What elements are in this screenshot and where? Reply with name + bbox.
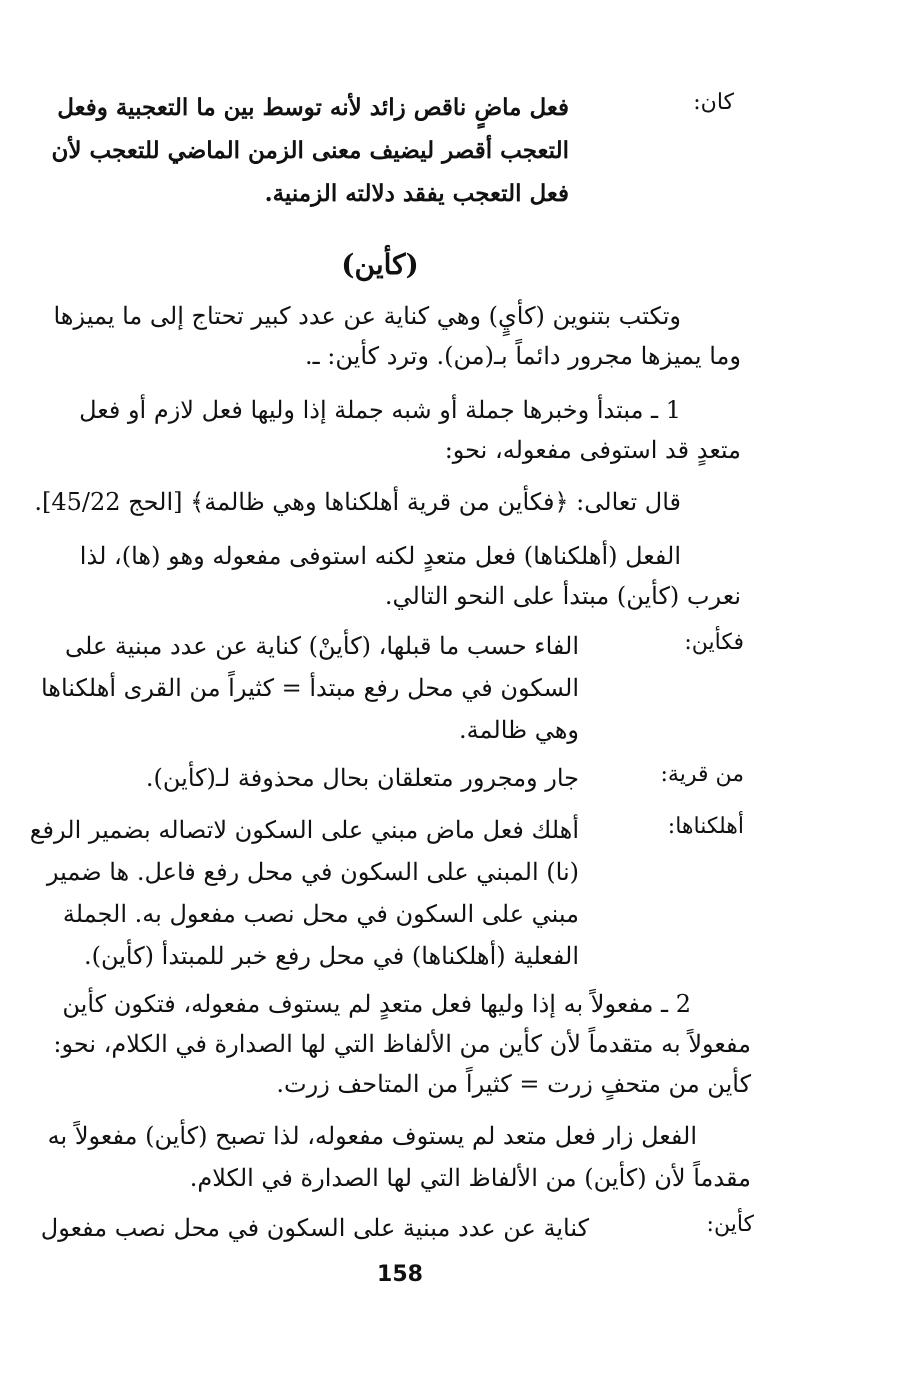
entry-line: فعل ماضٍ ناقص زائد لأنه توسط بين ما التعجبية وفعل — [57, 94, 569, 121]
entry-term-kana: كان: — [693, 90, 734, 115]
explain2-line: مقدماً لأن (كأين) من الألفاظ التي لها الصدارة في الكلام. — [189, 1164, 751, 1192]
case2-line: مفعولاً به متقدماً لأن كأين من الألفاظ التي لها الصدارة في الكلام، نحو: — [53, 1030, 751, 1058]
case2-line: كأين من متحفٍ زرت = كثيراً من المتاحف زرت. — [276, 1070, 751, 1098]
irab-line: أهلك فعل ماض مبني على السكون لاتصاله بضمير الرفع — [29, 816, 579, 844]
explain1-line: الفعل (أهلكناها) فعل متعدٍ لكنه استوفى مفعوله وهو (ها)، لذا — [79, 542, 681, 570]
irab-term: أهلكناها: — [667, 814, 744, 839]
page-number: 158 — [377, 1262, 423, 1287]
irab-line: (نا) المبني على السكون في محل رفع فاعل. ها ضمير — [46, 858, 579, 886]
entry-line: التعجب أقصر ليضيف معنى الزمن الماضي للتعجب لأن — [51, 137, 569, 164]
case2-line: 2 ـ مفعولاً به إذا وليها فعل متعدٍ لم يستوف مفعوله، فتكون كأين — [62, 990, 691, 1018]
case1-line: 1 ـ مبتدأ وخبرها جملة أو شبه جملة إذا وليها فعل لازم أو فعل — [79, 396, 681, 424]
irab-line: وهي ظالمة. — [459, 716, 579, 744]
irab-line: مبني على السكون في محل نصب مفعول به. الجملة — [62, 900, 579, 928]
irab-line: السكون في محل رفع مبتدأ = كثيراً من القرى أهلكناها — [40, 674, 579, 702]
quran-verse: قال تعالى: ﴿فكأين من قرية أهلكناها وهي ظالمة﴾ [الحج 45/22]. — [34, 488, 681, 516]
entry-line: فعل التعجب يفقد دلالته الزمنية. — [264, 180, 569, 207]
explain1-line: نعرب (كأين) مبتدأ على النحو التالي. — [384, 582, 741, 610]
irab-term: كأين: — [706, 1212, 754, 1237]
case1-line: متعدٍ قد استوفى مفعوله، نحو: — [444, 436, 741, 464]
irab-line: الفاء حسب ما قبلها، (كأينْ) كناية عن عدد مبنية على — [65, 632, 579, 660]
intro-line: وتكتب بتنوين (كأيٍ) وهي كناية عن عدد كبير تحتاج إلى ما يميزها — [53, 302, 681, 330]
explain2-line: الفعل زار فعل متعد لم يستوف مفعوله، لذا تصبح (كأين) مفعولاً به — [47, 1122, 697, 1150]
irab-line: جار ومجرور متعلقان بحال محذوفة لـ(كأين). — [145, 764, 579, 792]
intro-line: وما يميزها مجرور دائماً بـ(من). وترد كأين: ـ. — [305, 342, 741, 370]
irab-line: الفعلية (أهلكناها) في محل رفع خبر للمبتدأ (كأين). — [83, 942, 579, 970]
irab-line: كناية عن عدد مبنية على السكون في محل نصب مفعول — [40, 1214, 589, 1242]
irab-term: فكأين: — [684, 630, 744, 655]
section-title: (كأين) — [341, 248, 419, 281]
irab-term: من قرية: — [660, 762, 744, 787]
